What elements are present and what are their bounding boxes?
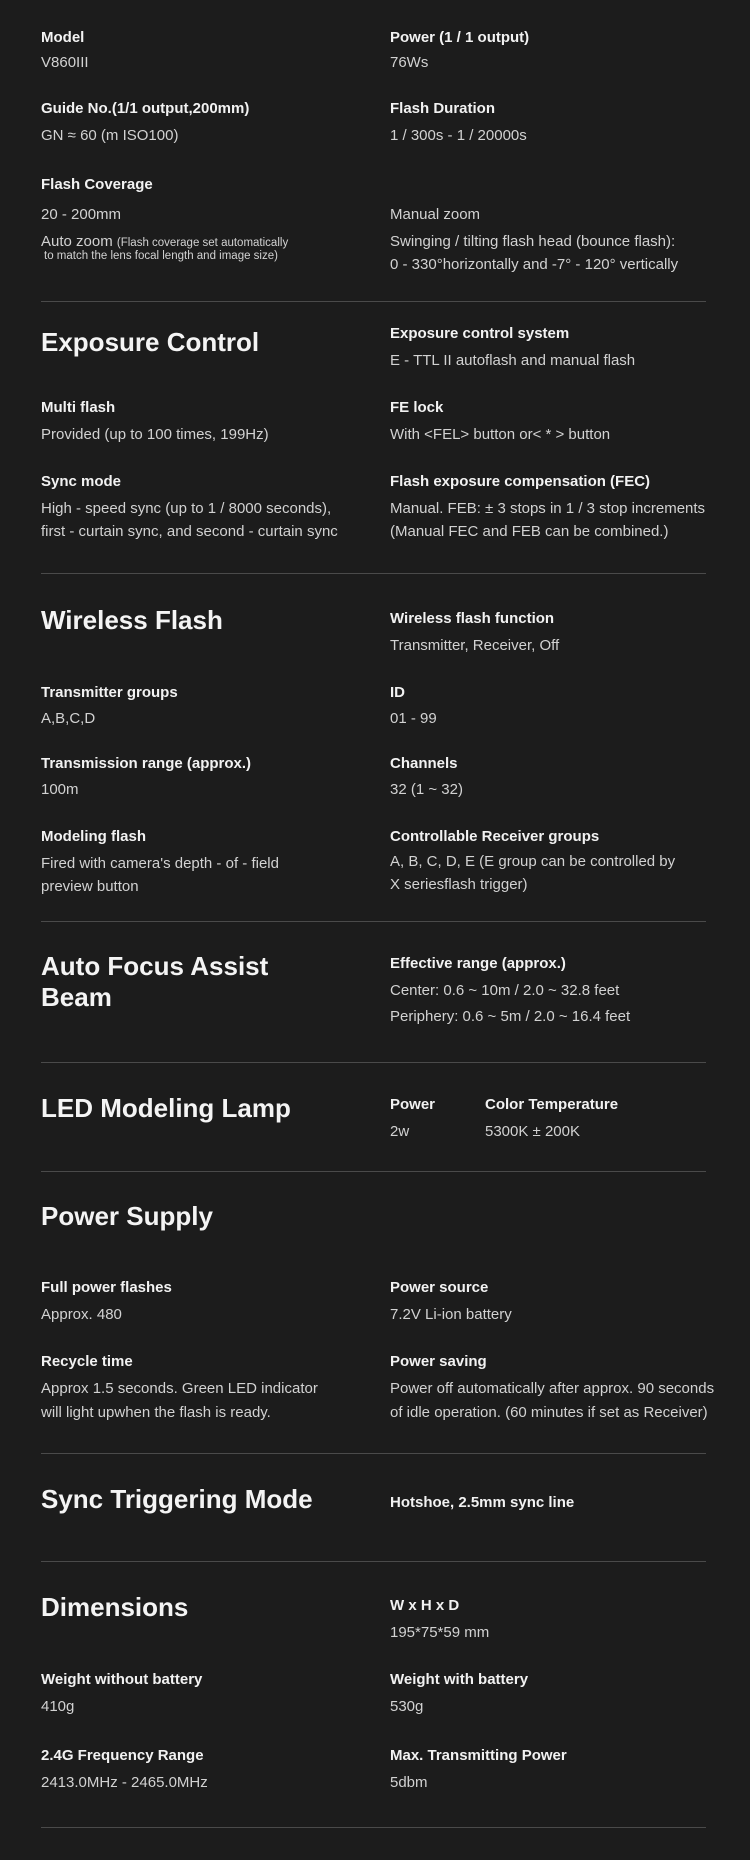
swing-line-2: 0 - 330°horizontally and -7° - 120° vertically bbox=[390, 256, 679, 273]
receiver-groups-line-2: X seriesflash trigger) bbox=[390, 876, 528, 893]
effective-range-periphery: Periphery: 0.6 ~ 5m / 2.0 ~ 16.4 feet bbox=[390, 1008, 631, 1025]
divider bbox=[41, 921, 706, 922]
recycle-time-line-2: will light upwhen the flash is ready. bbox=[41, 1404, 271, 1421]
divider bbox=[41, 301, 706, 302]
af-assist-title-2: Beam bbox=[41, 982, 112, 1012]
modeling-flash-line-1: Fired with camera's depth - of - field bbox=[41, 855, 279, 872]
guide-number-label: Guide No.(1/1 output,200mm) bbox=[41, 100, 250, 117]
modeling-flash-line-2: preview button bbox=[41, 878, 139, 895]
whd-label: W x H x D bbox=[390, 1597, 460, 1614]
receiver-groups-line-1: A, B, C, D, E (E group can be controlled by bbox=[390, 853, 676, 870]
power-output-value: 76Ws bbox=[390, 54, 429, 71]
multi-flash-value: Provided (up to 100 times, 199Hz) bbox=[41, 426, 269, 443]
auto-zoom-prefix: Auto zoom bbox=[41, 233, 113, 250]
wireless-flash-title: Wireless Flash bbox=[41, 605, 223, 635]
transmitting-power-label: Max. Transmitting Power bbox=[390, 1747, 567, 1764]
exposure-control-title: Exposure Control bbox=[41, 327, 260, 357]
dimensions-title: Dimensions bbox=[41, 1592, 189, 1622]
fec-label: Flash exposure compensation (FEC) bbox=[390, 473, 651, 490]
whd-value: 195*75*59 mm bbox=[390, 1624, 490, 1641]
power-source-value: 7.2V Li-ion battery bbox=[390, 1306, 512, 1323]
power-saving-label: Power saving bbox=[390, 1353, 487, 1370]
wireless-function-value: Transmitter, Receiver, Off bbox=[390, 637, 560, 654]
guide-number-value: GN ≈ 60 (m ISO100) bbox=[41, 127, 179, 144]
power-saving-line-2: of idle operation. (60 minutes if set as Receiver) bbox=[390, 1404, 708, 1421]
divider bbox=[41, 1062, 706, 1063]
flash-duration-label: Flash Duration bbox=[390, 100, 496, 117]
af-assist-title-1: Auto Focus Assist bbox=[41, 951, 269, 981]
modeling-flash-label: Modeling flash bbox=[41, 828, 146, 845]
transmission-range-label: Transmission range (approx.) bbox=[41, 755, 252, 772]
channels-value: 32 (1 ~ 32) bbox=[390, 781, 463, 798]
divider bbox=[41, 1827, 706, 1828]
power-supply-title: Power Supply bbox=[41, 1201, 213, 1231]
color-temperature-label: Color Temperature bbox=[485, 1096, 619, 1113]
receiver-groups-label: Controllable Receiver groups bbox=[390, 828, 600, 845]
frequency-range-value: 2413.0MHz - 2465.0MHz bbox=[41, 1774, 208, 1791]
transmission-range-value: 100m bbox=[41, 781, 79, 798]
transmitting-power-value: 5dbm bbox=[390, 1774, 428, 1791]
led-power-value: 2w bbox=[390, 1123, 410, 1140]
manual-zoom: Manual zoom bbox=[390, 206, 481, 223]
recycle-time-line-1: Approx 1.5 seconds. Green LED indicator bbox=[41, 1380, 318, 1397]
id-label: ID bbox=[390, 684, 405, 701]
transmitter-groups-label: Transmitter groups bbox=[41, 684, 178, 701]
auto-zoom-note: (Flash coverage set automatically bbox=[116, 237, 289, 249]
fe-lock-label: FE lock bbox=[390, 399, 444, 416]
multi-flash-label: Multi flash bbox=[41, 399, 116, 416]
transmitter-groups-value: A,B,C,D bbox=[41, 710, 96, 727]
effective-range-label: Effective range (approx.) bbox=[390, 955, 566, 972]
sync-mode-line-2: first - curtain sync, and second - curtain sync bbox=[41, 523, 338, 540]
divider bbox=[41, 1171, 706, 1172]
recycle-time-label: Recycle time bbox=[41, 1353, 133, 1370]
full-power-flashes-label: Full power flashes bbox=[41, 1279, 172, 1296]
flash-duration-value: 1 / 300s - 1 / 20000s bbox=[390, 127, 527, 144]
model-value: V860III bbox=[41, 54, 89, 71]
model-label: Model bbox=[41, 29, 85, 46]
sync-triggering-value: Hotshoe, 2.5mm sync line bbox=[390, 1494, 575, 1511]
fe-lock-value: With <FEL> button or< * > button bbox=[390, 426, 611, 443]
frequency-range-label: 2.4G Frequency Range bbox=[41, 1747, 204, 1764]
weight-with-battery-label: Weight with battery bbox=[390, 1671, 529, 1688]
exposure-system-value: E - TTL II autoflash and manual flash bbox=[390, 352, 636, 369]
divider bbox=[41, 1561, 706, 1562]
sync-mode-label: Sync mode bbox=[41, 473, 122, 490]
weight-without-battery-label: Weight without battery bbox=[41, 1671, 203, 1688]
flash-coverage-value: 20 - 200mm bbox=[41, 206, 122, 223]
wireless-function-label: Wireless flash function bbox=[390, 610, 555, 627]
effective-range-center: Center: 0.6 ~ 10m / 2.0 ~ 32.8 feet bbox=[390, 982, 620, 999]
flash-coverage-label: Flash Coverage bbox=[41, 176, 153, 193]
fec-line-2: (Manual FEC and FEB can be combined.) bbox=[390, 523, 669, 540]
weight-without-battery-value: 410g bbox=[41, 1698, 75, 1715]
sync-mode-line-1: High - speed sync (up to 1 / 8000 seconds), bbox=[41, 500, 332, 517]
divider bbox=[41, 1453, 706, 1454]
power-source-label: Power source bbox=[390, 1279, 489, 1296]
exposure-system-label: Exposure control system bbox=[390, 325, 570, 342]
power-saving-line-1: Power off automatically after approx. 90 seconds bbox=[390, 1380, 715, 1397]
color-temperature-value: 5300K ± 200K bbox=[485, 1123, 580, 1140]
swing-line-1: Swinging / tilting flash head (bounce flash): bbox=[390, 233, 676, 250]
channels-label: Channels bbox=[390, 755, 458, 772]
led-power-label: Power bbox=[390, 1096, 436, 1113]
divider bbox=[41, 573, 706, 574]
power-output-label: Power (1 / 1 output) bbox=[390, 29, 530, 46]
fec-line-1: Manual. FEB: ± 3 stops in 1 / 3 stop increments bbox=[390, 500, 706, 517]
led-lamp-title: LED Modeling Lamp bbox=[41, 1093, 291, 1123]
full-power-flashes-value: Approx. 480 bbox=[41, 1306, 122, 1323]
sync-triggering-title: Sync Triggering Mode bbox=[41, 1484, 313, 1514]
id-value: 01 - 99 bbox=[390, 710, 437, 727]
weight-with-battery-value: 530g bbox=[390, 1698, 424, 1715]
auto-zoom-note-2: to match the lens focal length and image size) bbox=[44, 250, 278, 262]
